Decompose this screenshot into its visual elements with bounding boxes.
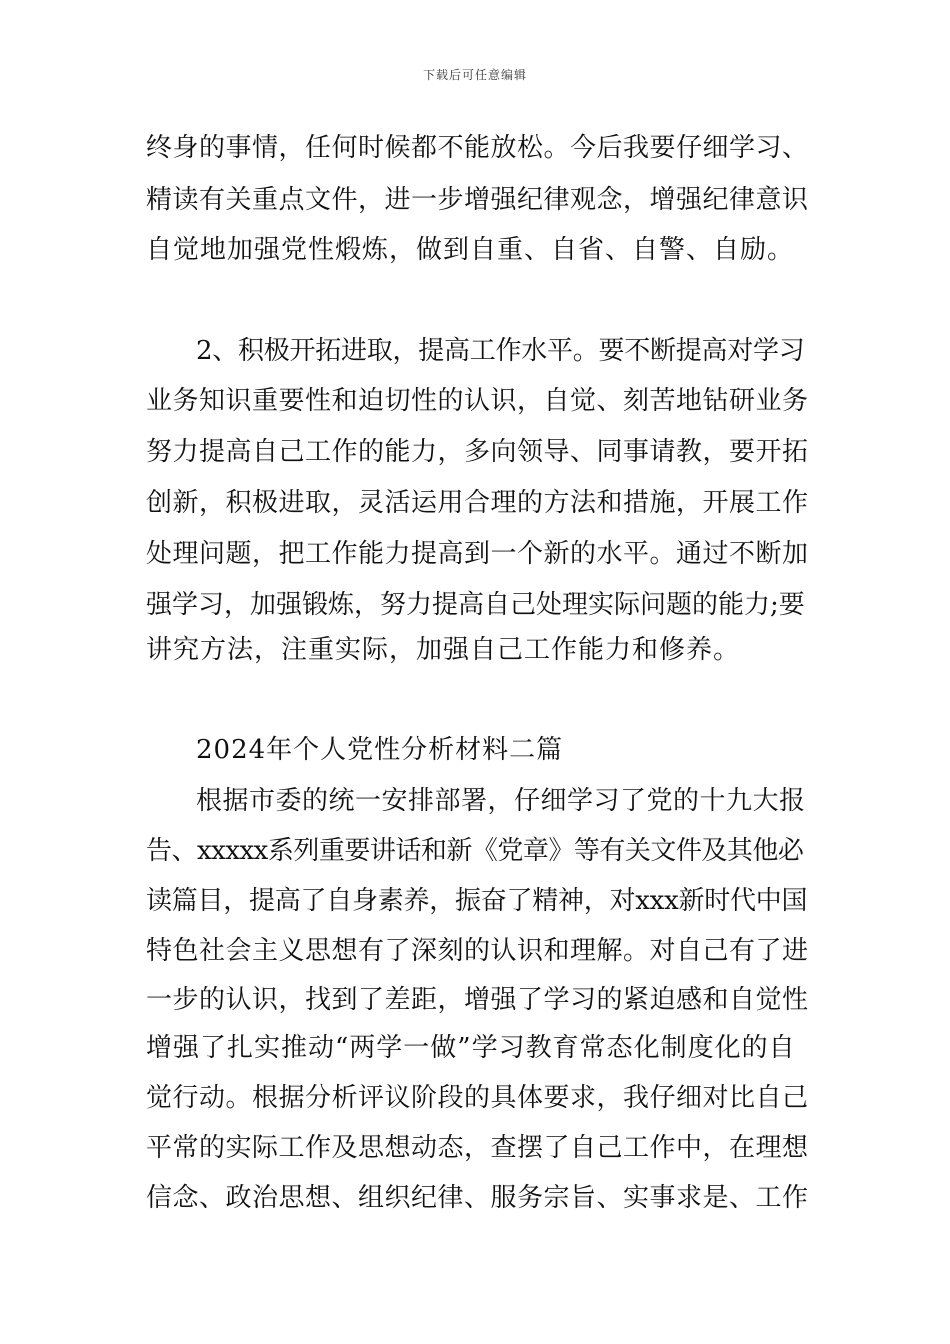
- paragraph-1-line-2: 精读有关重点文件，进一步增强纪律观念，增强纪律意识: [146, 185, 809, 215]
- paragraph-3-line-4: 特色社会主义思想有了深刻的认识和理解。对自己有了进: [146, 936, 809, 966]
- paragraph-2-line-4: 创新，积极进取，灵活运用合理的方法和措施，开展工作: [146, 488, 809, 518]
- paragraph-2-line-2: 业务知识重要性和迫切性的认识，自觉、刻苦地钻研业务: [146, 386, 809, 416]
- paragraph-3-line-8: 平常的实际工作及思想动态，查摆了自己工作中，在理想: [146, 1133, 809, 1163]
- paragraph-2-line-7: 讲究方法，注重实际，加强自己工作能力和修养。: [146, 635, 741, 665]
- paragraph-3-line-2: 告、xxxxx系列重要讲话和新《党章》等有关文件及其他必: [146, 836, 804, 866]
- paragraph-3-line-3: 读篇目，提高了自身素养，振奋了精神，对xxx新时代中国: [146, 886, 808, 916]
- paragraph-1-line-3: 自觉地加强党性煅炼，做到自重、自省、自警、自励。: [146, 235, 795, 265]
- paragraph-2-line-3: 努力提高自己工作的能力，多向领导、同事请教，要开拓: [146, 437, 809, 467]
- paragraph-3-line-6: 增强了扎实推动“两学一做”学习教育常态化制度化的自: [146, 1033, 796, 1063]
- paragraph-2-line-6: 强学习，加强锻炼，努力提高自己处理实际问题的能力;要: [146, 590, 805, 620]
- paragraph-3-line-9: 信念、政治思想、组织纪律、服务宗旨、实事求是、工作: [146, 1183, 809, 1213]
- paragraph-3-line-7: 觉行动。根据分析评议阶段的具体要求，我仔细对比自己: [146, 1083, 809, 1113]
- paragraph-2-line-5: 处理问题，把工作能力提高到一个新的水平。通过不断加: [146, 539, 809, 569]
- section-title: 2024年个人党性分析材料二篇: [196, 735, 564, 765]
- paragraph-3-line-5: 一步的认识，找到了差距，增强了学习的紧迫感和自觉性: [146, 985, 809, 1015]
- paragraph-3-line-1: 根据市委的统一安排部署，仔细学习了党的十九大报: [196, 786, 806, 816]
- header-note: 下载后可任意编辑: [422, 68, 527, 82]
- paragraph-1-line-1: 终身的事情，任何时候都不能放松。今后我要仔细学习、: [146, 133, 809, 163]
- paragraph-2-line-1: 2、积极开拓进取，提高工作水平。要不断提高对学习: [196, 336, 805, 366]
